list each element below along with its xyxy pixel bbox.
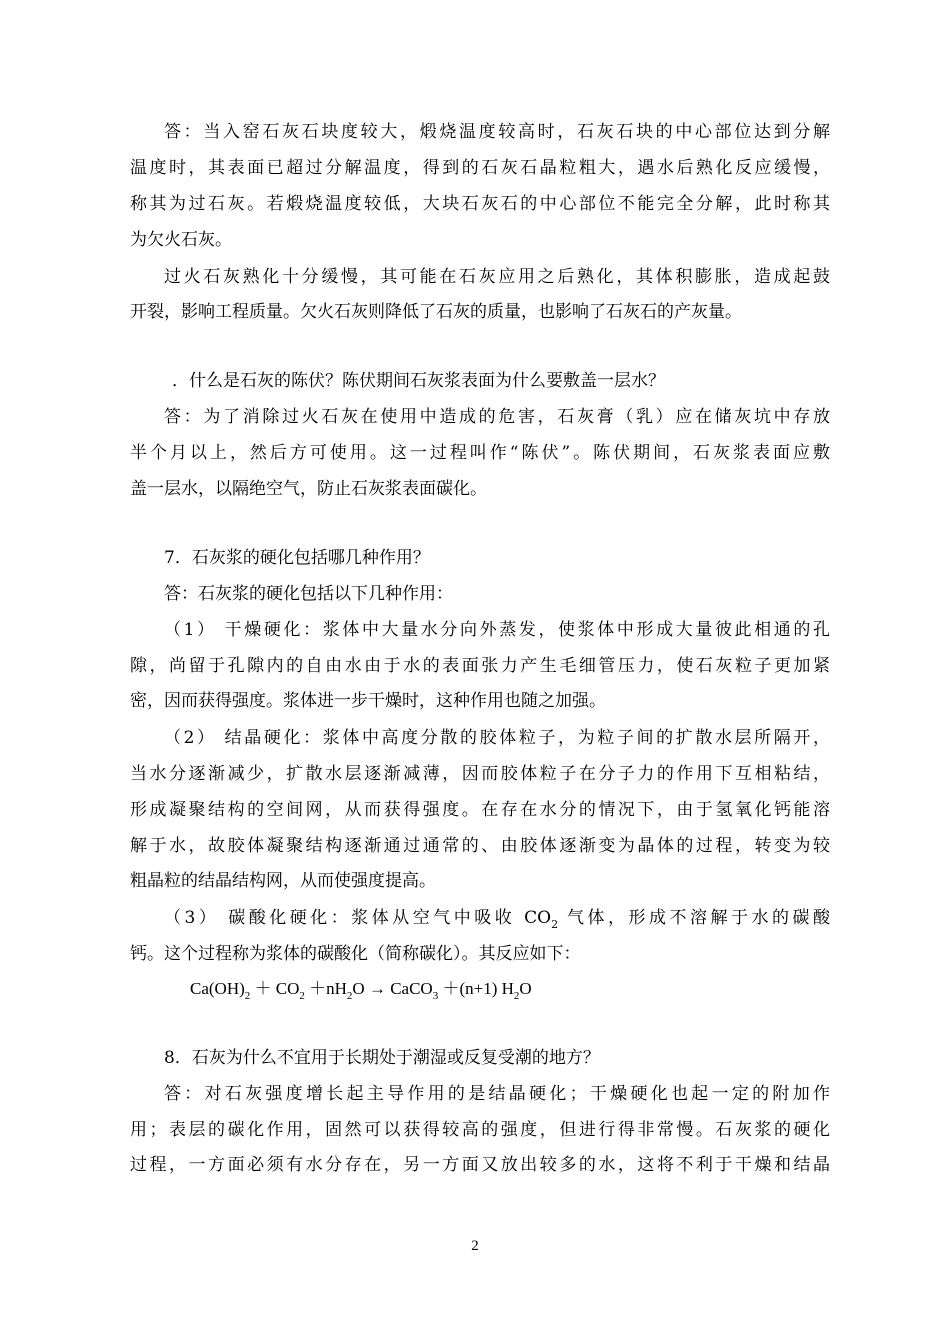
formula-part: O → CaCO [352, 979, 433, 998]
subscript: 2 [299, 990, 305, 1002]
text-line: 盖一层水，以隔绝空气，防止石灰浆表面碳化。 [130, 479, 487, 499]
question-heading: 7．石灰浆的硬化包括哪几种作用？ [164, 548, 430, 568]
text-line: 粗晶粒的结晶结构网，从而使强度提高。 [130, 871, 436, 891]
text-line: 答：对石灰强度增长起主导作用的是结晶硬化；干燥硬化也起一定的附加作 [164, 1084, 830, 1104]
chemical-equation [190, 977, 532, 1001]
text-line: 称其为过石灰。若煅烧温度较低，大块石灰石的中心部位不能完全分解，此时称其 [130, 194, 830, 214]
text-line: 半个月以上，然后方可使用。这一过程叫作“陈伏”。陈伏期间，石灰浆表面应敷 [130, 443, 830, 463]
formula-part: ＋ CO [250, 979, 300, 998]
text-line: 过程，一方面必须有水分存在，另一方面又放出较多的水，这将不利于干燥和结晶 [130, 1155, 830, 1175]
text-span: （3） 碳酸化硬化：浆体从空气中吸收 CO [164, 908, 552, 928]
text-line: （2） 结晶硬化：浆体中高度分散的胶体粒子，为粒子间的扩散水层所隔开， [164, 728, 830, 748]
question-heading: 8．石灰为什么不宜用于长期处于潮湿或反复受潮的地方？ [164, 1048, 600, 1068]
text-line: 温度时，其表面已超过分解温度，得到的石灰石晶粒粗大，遇水后熟化反应缓慢， [130, 158, 830, 178]
text-line: 为欠火石灰。 [130, 230, 232, 250]
subscript: 2 [551, 918, 559, 931]
formula-part: ＋(n+1) H [438, 979, 514, 998]
text-line [164, 906, 830, 930]
text-line: 解于水，故胶体凝聚结构逐渐通过通常的、由胶体逐渐变为晶体的过程，转变为较 [130, 836, 830, 856]
text-line: 当水分逐渐减少，扩散水层逐渐减薄，因而胶体粒子在分子力的作用下互相粘结， [130, 764, 830, 784]
text-line: 过火石灰熟化十分缓慢，其可能在石灰应用之后熟化，其体积膨胀，造成起鼓 [164, 267, 830, 287]
formula-part: O [519, 979, 532, 998]
formula-part: Ca(OH) [190, 979, 245, 998]
page-number: 2 [471, 1238, 479, 1254]
text-line: 隙，尚留于孔隙内的自由水由于水的表面张力产生毛细管压力，使石灰粒子更加紧 [130, 656, 830, 676]
text-line: 密，因而获得强度。浆体进一步干燥时，这种作用也随之加强。 [130, 691, 606, 711]
text-line: （1） 干燥硬化：浆体中大量水分向外蒸发，使浆体中形成大量彼此相通的孔 [164, 620, 830, 640]
text-span: 气体，形成不溶解于水的碳酸 [558, 908, 830, 928]
text-line: 形成凝聚结构的空间网，从而获得强度。在存在水分的情况下，由于氢氧化钙能溶 [130, 800, 830, 820]
text-line: 钙。这个过程称为浆体的碳酸化（简称碳化）。其反应如下： [130, 944, 581, 964]
formula-part: ＋nH [304, 979, 347, 998]
text-line: 答：当入窑石灰石块度较大，煅烧温度较高时，石灰石块的中心部位达到分解 [164, 122, 830, 142]
text-line: 答：为了消除过火石灰在使用中造成的危害，石灰膏（乳）应在储灰坑中存放 [164, 407, 830, 427]
subscript: 2 [346, 990, 353, 1002]
subscript: 2 [244, 990, 251, 1002]
question-heading: ．什么是石灰的陈伏？陈伏期间石灰浆表面为什么要敷盖一层水？ [172, 371, 665, 391]
subscript: 3 [432, 990, 439, 1002]
subscript: 2 [513, 990, 520, 1002]
text-line: 答：石灰浆的硬化包括以下几种作用： [164, 584, 453, 604]
text-line: 用；表层的碳化作用，固然可以获得较高的强度，但进行得非常慢。石灰浆的硬化 [130, 1120, 830, 1140]
text-line: 开裂，影响工程质量。欠火石灰则降低了石灰的质量，也影响了石灰石的产灰量。 [130, 302, 742, 322]
